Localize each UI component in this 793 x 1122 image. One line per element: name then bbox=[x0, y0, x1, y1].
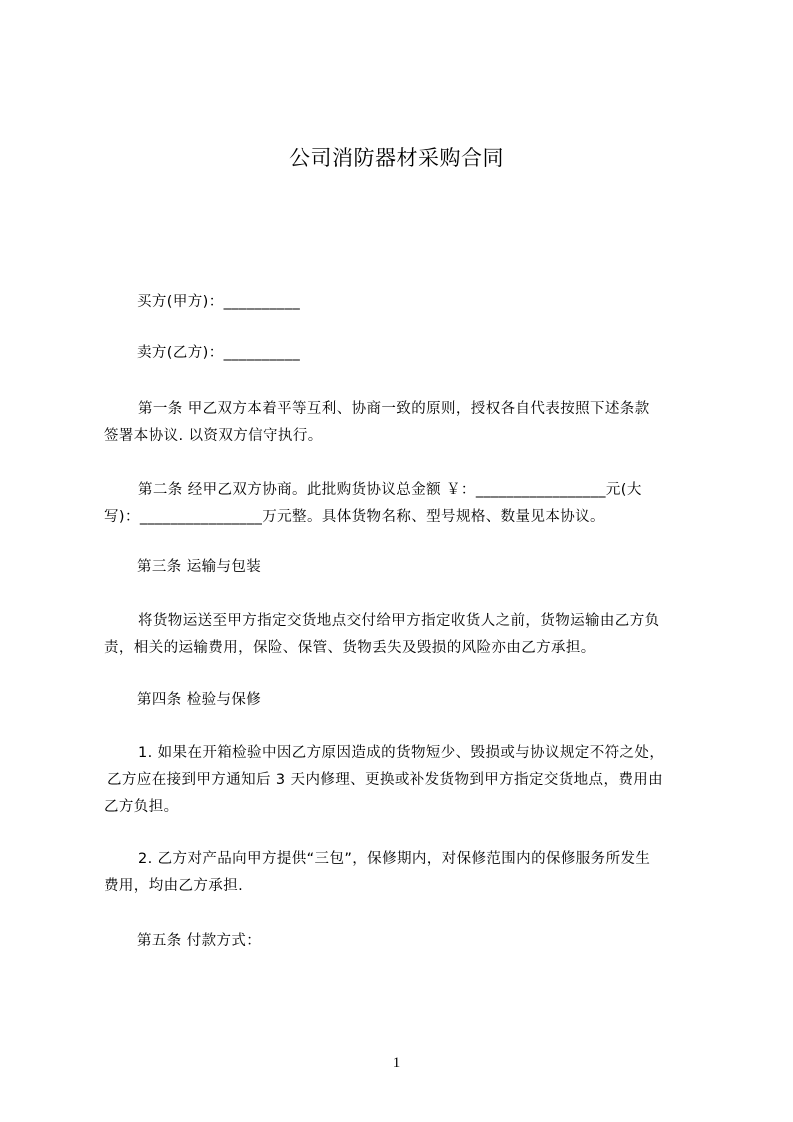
article-3-body-line-1: 将货物运送至甲方指定交货地点交付给甲方指定收货人之前，货物运输由乙方负 bbox=[138, 613, 660, 629]
article-5-heading bbox=[137, 928, 737, 955]
article-3-heading bbox=[137, 554, 737, 581]
article-1 bbox=[104, 396, 704, 450]
article-3-body-line-2: 责，相关的运输费用，保险、保管、货物丢失及毁损的风险亦由乙方承担。 bbox=[104, 640, 596, 656]
article-4-item-1 bbox=[104, 740, 704, 821]
document-title: 公司消防器材采购合同 bbox=[289, 146, 504, 170]
article-1-line-1: 第一条 甲乙双方本着平等互利、协商一致的原则，授权各自代表按照下述条款 bbox=[138, 401, 650, 417]
article-3-heading-text: 第三条 运输与包装 bbox=[137, 559, 262, 575]
article-4-item-2 bbox=[104, 846, 704, 900]
article-4-item-1-line-2: 乙方应在接到甲方通知后 3 天内修理、更换或补发货物到甲方指定交货地点，费用由 bbox=[107, 772, 664, 788]
article-2-line-2: 写)：________________万元整。具体货物名称、型号规格、数量见本协议。 bbox=[104, 509, 605, 525]
article-4-heading-text: 第四条 检验与保修 bbox=[137, 692, 262, 708]
article-4-heading bbox=[137, 687, 737, 714]
article-1-line-2: 签署本协议. 以资双方信守执行。 bbox=[104, 428, 323, 444]
buyer-line bbox=[137, 289, 737, 316]
article-4-item-1-line-3: 乙方负担。 bbox=[104, 799, 179, 815]
page-number: 1 bbox=[392, 1055, 401, 1071]
seller-line bbox=[137, 340, 737, 367]
article-5-heading-text: 第五条 付款方式： bbox=[137, 933, 262, 949]
seller-line-text: 卖方(乙方)：__________ bbox=[137, 345, 301, 361]
article-3-body bbox=[104, 608, 704, 662]
article-4-item-2-line-2: 费用，均由乙方承担. bbox=[104, 878, 244, 894]
article-2-line-1: 第二条 经甲乙双方协商。此批购货协议总金额 ￥：_________________元(大 bbox=[138, 482, 642, 498]
article-4-item-2-line-1: 2. 乙方对产品向甲方提供“三包”，保修期内，对保修范围内的保修服务所发生 bbox=[138, 851, 651, 867]
buyer-line-text: 买方(甲方)：__________ bbox=[137, 294, 301, 310]
article-4-item-1-line-1: 1. 如果在开箱检验中因乙方原因造成的货物短少、毁损或与协议规定不符之处， bbox=[138, 745, 665, 761]
article-2 bbox=[104, 477, 704, 531]
